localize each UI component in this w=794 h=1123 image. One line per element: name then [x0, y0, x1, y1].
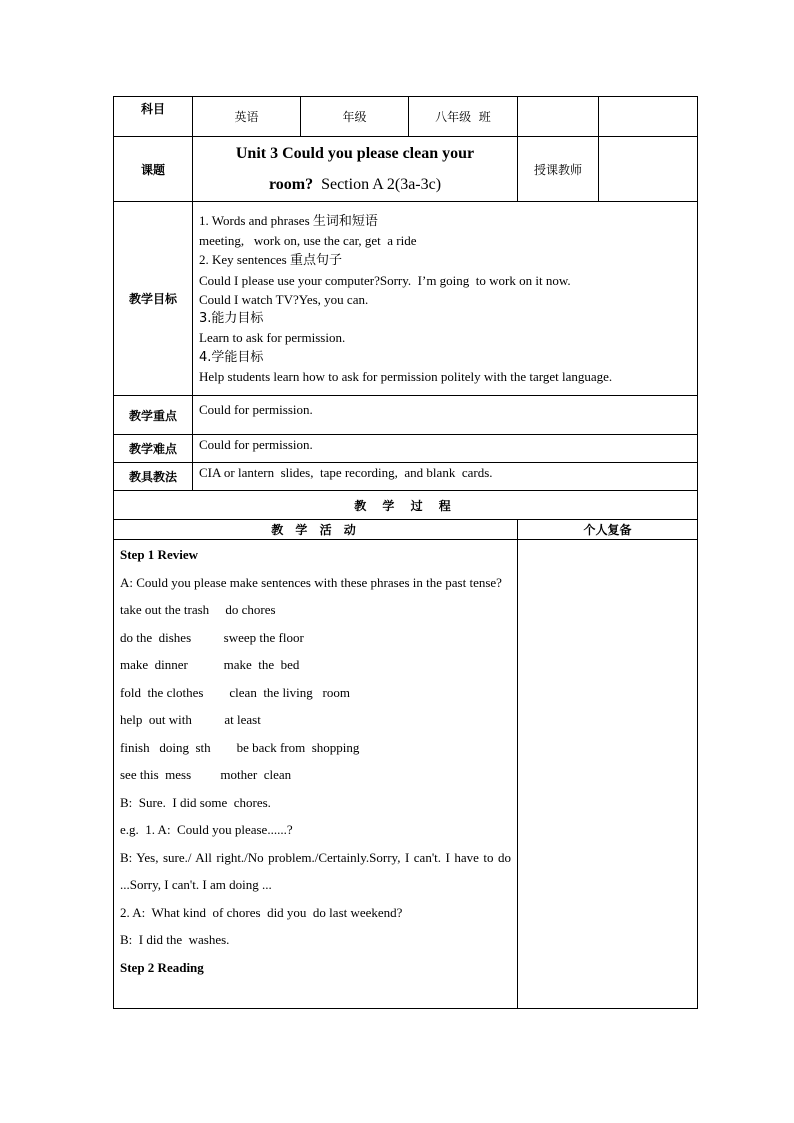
objective-3-body: Learn to ask for permission.: [199, 330, 346, 346]
key-point-value: Could for permission.: [193, 396, 698, 435]
key-point-label: 教学重点: [114, 396, 193, 435]
objective-2-body-2: Could I watch TV?Yes, you can.: [199, 291, 369, 307]
phrase-row: help out with at least: [120, 712, 261, 727]
subject-label: 科目: [114, 97, 193, 137]
grade-value: 八年级 班: [409, 97, 518, 137]
objective-4-body: Help students learn how to ask for permission politely with the target language.: [199, 369, 613, 385]
tools-label: 教具教法: [114, 463, 193, 491]
tools-value: CIA or lantern slides, tape recording, and blank cards.: [193, 463, 698, 491]
phrase-row: do the dishes sweep the floor: [120, 629, 304, 645]
activities-content: [114, 540, 518, 1009]
lesson-title-line2: [193, 169, 517, 200]
review-line: A: Could you please make sentences with these phrases in the past tense?: [120, 574, 502, 590]
objective-4-heading: 4.学能目标: [199, 349, 264, 365]
lesson-title-room: room?: [268, 176, 314, 193]
personal-notes-header: 个人复备: [518, 520, 698, 540]
dialogue-line: 2. A: What kind of chores did you do last weekend?: [120, 904, 403, 920]
lesson-title-line1: Unit 3 Could you please clean your: [235, 145, 475, 162]
phrase-row: make dinner make the bed: [120, 657, 300, 672]
subject-value: 英语: [193, 97, 301, 137]
phrase-row: see this mess mother clean: [120, 767, 292, 782]
phrase-row: fold the clothes clean the living room: [120, 684, 350, 700]
objective-2-body-1: Could I please use your computer?Sorry. I’m going to work on it now.: [199, 272, 571, 288]
phrase-row: finish doing sth be back from shopping: [120, 739, 360, 755]
dialogue-line: e.g. 1. A: Could you please......?: [120, 822, 293, 837]
lesson-title: [193, 137, 518, 202]
dialogue-line: B: I did the washes.: [120, 932, 230, 947]
activities-header: 教 学 活 动: [114, 520, 518, 540]
grade-label: 年级: [301, 97, 409, 137]
difficulty-label: 教学难点: [114, 435, 193, 463]
step-2-heading: Step 2 Reading: [120, 959, 204, 975]
objective-1-heading: 1. Words and phrases 生词和短语: [199, 212, 378, 229]
lesson-title-section: Section A 2(3a-3c): [313, 176, 442, 193]
objective-3-heading: 3.能力目标: [199, 311, 264, 327]
teacher-value: [599, 137, 698, 202]
topic-label: 课题: [114, 137, 193, 202]
dialogue-line: B: Sure. I did some chores.: [120, 794, 271, 810]
lesson-plan-sheet: [113, 96, 697, 1009]
difficulty-value: Could for permission.: [193, 435, 698, 463]
dialogue-line: B: Yes, sure./ All right./No problem./Certainly.Sorry, I can't. I have to do ...Sorry, I can't. I am doing ...: [120, 849, 511, 892]
personal-notes-cell: [518, 540, 698, 1009]
objective-1-body: meeting, work on, use the car, get a ride: [199, 232, 417, 248]
teacher-label: 授课教师: [518, 137, 599, 202]
objective-2-heading: 2. Key sentences 重点句子: [199, 252, 342, 269]
lesson-plan-table: [113, 96, 698, 1009]
phrase-row: take out the trash do chores: [120, 602, 276, 617]
step-1-heading: Step 1 Review: [120, 547, 198, 562]
blank-cell-2: [599, 97, 698, 137]
blank-cell-1: [518, 97, 599, 137]
objectives-content: [193, 202, 698, 396]
process-title: 教 学 过 程: [114, 491, 698, 520]
objectives-label: 教学目标: [114, 202, 193, 396]
